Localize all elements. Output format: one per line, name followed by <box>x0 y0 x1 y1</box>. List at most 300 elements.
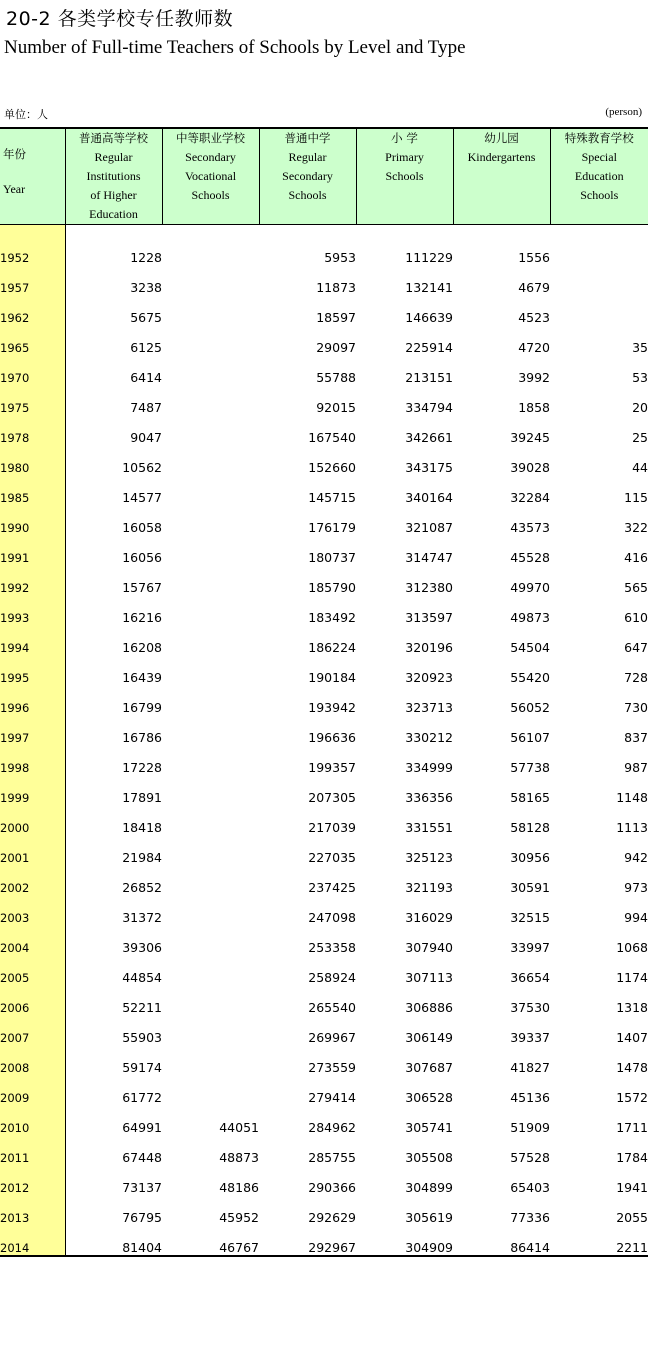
value-cell: 17228 <box>122 760 162 775</box>
year-cell: 1980 <box>0 445 65 475</box>
table-row <box>0 445 648 475</box>
value-cell: 207305 <box>308 790 356 805</box>
value-cell: 48873 <box>219 1150 259 1165</box>
value-cell: 55903 <box>122 1030 162 1045</box>
table-row <box>0 625 648 655</box>
year-cell: 1965 <box>0 325 65 355</box>
value-cell <box>162 445 259 475</box>
table-row <box>0 265 648 295</box>
value-cell: 325123 <box>405 850 453 865</box>
value-cell: 30591 <box>510 880 550 895</box>
table-row <box>0 805 648 835</box>
value-cell: 92015 <box>316 400 356 415</box>
value-cell: 16799 <box>122 700 162 715</box>
year-cell: 1957 <box>0 265 65 295</box>
value-cell: 321193 <box>405 880 453 895</box>
column-header-cn: 幼儿园 <box>484 131 519 145</box>
value-cell: 316029 <box>405 910 453 925</box>
value-cell <box>162 355 259 385</box>
value-cell: 565 <box>624 580 648 595</box>
value-cell: 342661 <box>405 430 453 445</box>
value-cell: 53 <box>632 370 648 385</box>
value-cell: 9047 <box>130 430 162 445</box>
value-cell: 196636 <box>308 730 356 745</box>
year-cell: 2010 <box>0 1105 65 1135</box>
value-cell: 1784 <box>616 1150 648 1165</box>
table-row <box>0 565 648 595</box>
year-cell: 2004 <box>0 925 65 955</box>
value-cell: 1068 <box>616 940 648 955</box>
value-cell: 1941 <box>616 1180 648 1195</box>
value-cell <box>162 775 259 805</box>
value-cell <box>550 295 648 325</box>
value-cell: 987 <box>624 760 648 775</box>
column-header-en-line: Regular <box>288 150 327 164</box>
year-column-header <box>0 128 65 225</box>
value-cell: 15767 <box>122 580 162 595</box>
value-cell <box>162 925 259 955</box>
year-cell: 1992 <box>0 565 65 595</box>
column-header-en-line: Primary <box>385 150 424 164</box>
value-cell: 253358 <box>308 940 356 955</box>
value-cell <box>162 1075 259 1105</box>
value-cell: 4523 <box>518 310 550 325</box>
value-cell: 16439 <box>122 670 162 685</box>
value-cell: 2055 <box>616 1210 648 1225</box>
value-cell: 20 <box>632 400 648 415</box>
column-header-en-line: Regular <box>94 150 133 164</box>
value-cell: 217039 <box>308 820 356 835</box>
value-cell: 305619 <box>405 1210 453 1225</box>
value-cell: 284962 <box>308 1120 356 1135</box>
table-row <box>0 745 648 775</box>
column-header-cn: 普通中学 <box>284 131 331 145</box>
value-cell <box>162 1015 259 1045</box>
value-cell: 25 <box>632 430 648 445</box>
value-cell: 45952 <box>219 1210 259 1225</box>
table-title-chinese: 20-2 各类学校专任教师数 <box>6 8 234 30</box>
value-cell: 199357 <box>308 760 356 775</box>
year-cell: 2011 <box>0 1135 65 1165</box>
column-header <box>162 128 259 225</box>
value-cell <box>162 865 259 895</box>
value-cell: 18597 <box>316 310 356 325</box>
value-cell: 58165 <box>510 790 550 805</box>
value-cell: 186224 <box>308 640 356 655</box>
year-cell: 2007 <box>0 1015 65 1045</box>
year-cell: 2001 <box>0 835 65 865</box>
year-cell: 1997 <box>0 715 65 745</box>
year-cell: 1990 <box>0 505 65 535</box>
year-header-cn: 年份 <box>3 147 26 161</box>
value-cell: 7487 <box>130 400 162 415</box>
value-cell: 180737 <box>308 550 356 565</box>
value-cell: 225914 <box>405 340 453 355</box>
value-cell <box>550 225 648 266</box>
value-cell: 39306 <box>122 940 162 955</box>
value-cell: 16786 <box>122 730 162 745</box>
column-header <box>550 128 648 225</box>
value-cell: 190184 <box>308 670 356 685</box>
value-cell: 1572 <box>616 1090 648 1105</box>
value-cell: 307940 <box>405 940 453 955</box>
column-header-en-line: Secondary <box>185 150 236 164</box>
value-cell: 416 <box>624 550 648 565</box>
value-cell: 32515 <box>510 910 550 925</box>
table-row <box>0 415 648 445</box>
column-header-en-line: of Higher <box>90 188 137 202</box>
column-header-en-line: Schools <box>385 169 424 183</box>
value-cell: 51909 <box>510 1120 550 1135</box>
table-row <box>0 1165 648 1195</box>
table-row <box>0 955 648 985</box>
value-cell: 59174 <box>122 1060 162 1075</box>
value-cell: 1318 <box>616 1000 648 1015</box>
value-cell: 48186 <box>219 1180 259 1195</box>
value-cell: 307687 <box>405 1060 453 1075</box>
value-cell: 5675 <box>130 310 162 325</box>
value-cell: 2211 <box>550 1225 648 1256</box>
table-row <box>0 505 648 535</box>
column-header-en-line: Kindergartens <box>467 150 536 164</box>
value-cell: 18418 <box>122 820 162 835</box>
column-header-cn: 特殊教育学校 <box>564 131 634 145</box>
value-cell: 265540 <box>308 1000 356 1015</box>
value-cell: 76795 <box>122 1210 162 1225</box>
value-cell: 3992 <box>518 370 550 385</box>
value-cell: 115 <box>624 490 648 505</box>
column-header <box>453 128 550 225</box>
value-cell: 279414 <box>308 1090 356 1105</box>
value-cell: 39028 <box>510 460 550 475</box>
year-cell: 2005 <box>0 955 65 985</box>
value-cell <box>162 1045 259 1075</box>
value-cell: 37530 <box>510 1000 550 1015</box>
year-cell: 1985 <box>0 475 65 505</box>
value-cell: 152660 <box>308 460 356 475</box>
table-row <box>0 895 648 925</box>
value-cell: 58128 <box>510 820 550 835</box>
table-row <box>0 865 648 895</box>
year-cell: 1994 <box>0 625 65 655</box>
table-row <box>0 925 648 955</box>
value-cell: 334794 <box>405 400 453 415</box>
value-cell: 305741 <box>405 1120 453 1135</box>
value-cell: 16056 <box>122 550 162 565</box>
table-row <box>0 1075 648 1105</box>
year-cell: 2008 <box>0 1045 65 1075</box>
year-cell: 2000 <box>0 805 65 835</box>
value-cell <box>162 225 259 266</box>
value-cell: 36654 <box>510 970 550 985</box>
year-cell: 2009 <box>0 1075 65 1105</box>
value-cell <box>162 805 259 835</box>
value-cell <box>162 595 259 625</box>
value-cell: 610 <box>624 610 648 625</box>
value-cell: 65403 <box>510 1180 550 1195</box>
value-cell: 292629 <box>308 1210 356 1225</box>
value-cell: 39337 <box>510 1030 550 1045</box>
value-cell: 86414 <box>453 1225 550 1256</box>
value-cell: 1478 <box>616 1060 648 1075</box>
value-cell: 16216 <box>122 610 162 625</box>
value-cell <box>162 715 259 745</box>
value-cell: 46767 <box>162 1225 259 1256</box>
value-cell <box>162 955 259 985</box>
value-cell: 306886 <box>405 1000 453 1015</box>
value-cell <box>162 505 259 535</box>
value-cell: 31372 <box>122 910 162 925</box>
value-cell: 111229 <box>405 250 453 265</box>
value-cell: 306149 <box>405 1030 453 1045</box>
value-cell: 304899 <box>405 1180 453 1195</box>
value-cell: 942 <box>624 850 648 865</box>
value-cell <box>162 565 259 595</box>
value-cell <box>162 325 259 355</box>
value-cell: 29097 <box>316 340 356 355</box>
value-cell: 44854 <box>122 970 162 985</box>
year-cell: 1975 <box>0 385 65 415</box>
value-cell: 52211 <box>122 1000 162 1015</box>
value-cell: 30956 <box>510 850 550 865</box>
year-cell: 1995 <box>0 655 65 685</box>
value-cell: 837 <box>624 730 648 745</box>
year-cell: 1998 <box>0 745 65 775</box>
value-cell: 227035 <box>308 850 356 865</box>
value-cell: 290366 <box>308 1180 356 1195</box>
value-cell: 167540 <box>308 430 356 445</box>
table-row <box>0 385 648 415</box>
year-cell: 1962 <box>0 295 65 325</box>
year-cell: 1993 <box>0 595 65 625</box>
value-cell: 247098 <box>308 910 356 925</box>
value-cell <box>162 475 259 505</box>
value-cell: 1407 <box>616 1030 648 1045</box>
table-row <box>0 715 648 745</box>
unit-label-chinese: 单位：人 <box>4 108 48 121</box>
value-cell: 323713 <box>405 700 453 715</box>
table-row <box>0 325 648 355</box>
value-cell <box>162 835 259 865</box>
value-cell: 331551 <box>405 820 453 835</box>
value-cell: 285755 <box>308 1150 356 1165</box>
value-cell: 14577 <box>122 490 162 505</box>
value-cell: 4679 <box>518 280 550 295</box>
year-cell: 1970 <box>0 355 65 385</box>
year-cell: 2002 <box>0 865 65 895</box>
value-cell: 77336 <box>510 1210 550 1225</box>
value-cell <box>162 895 259 925</box>
value-cell: 1174 <box>616 970 648 985</box>
unit-label-english: (person) <box>605 106 642 118</box>
column-header-cn: 普通高等学校 <box>79 131 148 145</box>
value-cell: 17891 <box>122 790 162 805</box>
value-cell: 1711 <box>616 1120 648 1135</box>
value-cell: 292967 <box>259 1225 356 1256</box>
value-cell: 73137 <box>122 1180 162 1195</box>
value-cell: 314747 <box>405 550 453 565</box>
value-cell: 44051 <box>219 1120 259 1135</box>
value-cell: 81404 <box>65 1225 162 1256</box>
year-cell: 1952 <box>0 225 65 266</box>
value-cell: 57738 <box>510 760 550 775</box>
value-cell: 213151 <box>405 370 453 385</box>
year-cell: 1999 <box>0 775 65 805</box>
value-cell: 45136 <box>510 1090 550 1105</box>
value-cell: 269967 <box>308 1030 356 1045</box>
table-body <box>0 225 648 1257</box>
value-cell: 145715 <box>308 490 356 505</box>
value-cell <box>162 625 259 655</box>
table-row <box>0 1195 648 1225</box>
value-cell <box>162 415 259 445</box>
value-cell: 730 <box>624 700 648 715</box>
value-cell: 35 <box>632 340 648 355</box>
value-cell: 45528 <box>510 550 550 565</box>
value-cell: 312380 <box>405 580 453 595</box>
value-cell: 343175 <box>405 460 453 475</box>
value-cell: 320196 <box>405 640 453 655</box>
value-cell: 340164 <box>405 490 453 505</box>
value-cell: 321087 <box>405 520 453 535</box>
value-cell: 11873 <box>316 280 356 295</box>
value-cell: 55788 <box>316 370 356 385</box>
column-header-cn: 小 学 <box>391 131 418 145</box>
year-cell: 2006 <box>0 985 65 1015</box>
value-cell: 54504 <box>510 640 550 655</box>
table-row <box>0 535 648 565</box>
value-cell: 258924 <box>308 970 356 985</box>
value-cell <box>550 265 648 295</box>
teachers-table <box>0 127 648 1257</box>
value-cell: 33997 <box>510 940 550 955</box>
column-header-en-line: Institutions <box>86 169 141 183</box>
table-row <box>0 475 648 505</box>
value-cell: 57528 <box>510 1150 550 1165</box>
value-cell: 26852 <box>122 880 162 895</box>
value-cell: 273559 <box>308 1060 356 1075</box>
year-cell: 2003 <box>0 895 65 925</box>
value-cell: 320923 <box>405 670 453 685</box>
column-header <box>65 128 162 225</box>
table-title-english: Number of Full-time Teachers of Schools by Level and Type <box>4 37 466 58</box>
value-cell: 6125 <box>130 340 162 355</box>
value-cell: 973 <box>624 880 648 895</box>
value-cell: 1858 <box>518 400 550 415</box>
column-header-en-line: Education <box>89 207 138 221</box>
value-cell: 146639 <box>405 310 453 325</box>
value-cell: 193942 <box>308 700 356 715</box>
value-cell: 56052 <box>510 700 550 715</box>
year-header-en: Year <box>3 182 26 196</box>
column-header-en-line: Special <box>581 150 617 164</box>
table-row <box>0 295 648 325</box>
table-row <box>0 595 648 625</box>
table-row <box>0 685 648 715</box>
value-cell: 1113 <box>616 820 648 835</box>
year-cell: 2013 <box>0 1195 65 1225</box>
column-header-en-line: Vocational <box>184 169 237 183</box>
value-cell: 10562 <box>122 460 162 475</box>
column-header-en-line: Schools <box>288 188 327 202</box>
value-cell: 305508 <box>405 1150 453 1165</box>
value-cell: 16058 <box>122 520 162 535</box>
value-cell: 4720 <box>518 340 550 355</box>
column-header-en-line: Schools <box>580 188 619 202</box>
table-row <box>0 1135 648 1165</box>
table-row <box>0 985 648 1015</box>
table-row <box>0 1015 648 1045</box>
table-row <box>0 1225 648 1256</box>
value-cell: 5953 <box>324 250 356 265</box>
value-cell <box>162 535 259 565</box>
value-cell: 49970 <box>510 580 550 595</box>
table-row <box>0 1045 648 1075</box>
table-row <box>0 1105 648 1135</box>
header-row <box>0 128 648 225</box>
value-cell: 322 <box>624 520 648 535</box>
value-cell: 307113 <box>405 970 453 985</box>
year-cell: 1991 <box>0 535 65 565</box>
value-cell: 6414 <box>130 370 162 385</box>
column-header <box>259 128 356 225</box>
value-cell <box>162 655 259 685</box>
value-cell: 39245 <box>510 430 550 445</box>
value-cell: 994 <box>624 910 648 925</box>
year-cell: 2014 <box>0 1225 65 1256</box>
value-cell: 16208 <box>122 640 162 655</box>
value-cell: 56107 <box>510 730 550 745</box>
value-cell <box>162 385 259 415</box>
value-cell <box>162 685 259 715</box>
value-cell: 313597 <box>405 610 453 625</box>
value-cell: 55420 <box>510 670 550 685</box>
value-cell: 647 <box>624 640 648 655</box>
value-cell: 49873 <box>510 610 550 625</box>
table-row <box>0 775 648 805</box>
year-cell: 1978 <box>0 415 65 445</box>
value-cell: 336356 <box>405 790 453 805</box>
value-cell: 3238 <box>130 280 162 295</box>
column-header-en-line: Education <box>574 169 624 183</box>
value-cell: 237425 <box>308 880 356 895</box>
column-header-cn: 中等职业学校 <box>176 131 245 145</box>
value-cell: 61772 <box>122 1090 162 1105</box>
table-row <box>0 655 648 685</box>
value-cell: 43573 <box>510 520 550 535</box>
value-cell: 183492 <box>308 610 356 625</box>
value-cell: 41827 <box>510 1060 550 1075</box>
value-cell: 32284 <box>510 490 550 505</box>
value-cell: 21984 <box>122 850 162 865</box>
year-cell: 2012 <box>0 1165 65 1195</box>
value-cell: 334999 <box>405 760 453 775</box>
table-row <box>0 225 648 266</box>
value-cell: 132141 <box>405 280 453 295</box>
value-cell: 67448 <box>122 1150 162 1165</box>
value-cell <box>162 295 259 325</box>
value-cell: 176179 <box>308 520 356 535</box>
year-cell: 1996 <box>0 685 65 715</box>
table-row <box>0 835 648 865</box>
value-cell: 1228 <box>130 250 162 265</box>
value-cell <box>162 745 259 775</box>
value-cell: 330212 <box>405 730 453 745</box>
column-header-en-line: Schools <box>191 188 230 202</box>
value-cell: 185790 <box>308 580 356 595</box>
value-cell: 306528 <box>405 1090 453 1105</box>
value-cell: 1148 <box>616 790 648 805</box>
